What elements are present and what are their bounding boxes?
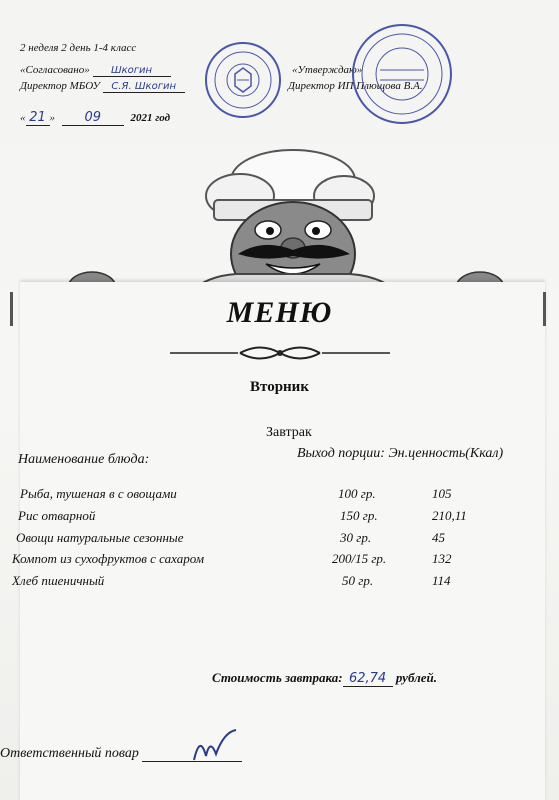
cost-value: 62,74 — [343, 671, 393, 687]
item-energy-2: 210,11 — [432, 508, 467, 523]
item-name-4: Компот из сухофруктов с сахаром — [12, 551, 204, 566]
item-portion-5: 50 гр. — [342, 573, 374, 588]
ornament-divider-icon — [170, 340, 390, 366]
chef-signature-icon — [190, 726, 240, 766]
stamp-emblem-icon — [207, 44, 279, 116]
director-line: Директор МБОУ С.Я. Шкогин — [20, 80, 185, 93]
date-month: 09 — [62, 110, 124, 126]
approve-label: «Утверждаю» — [292, 64, 363, 76]
item-energy-5: 114 — [432, 573, 451, 588]
item-energy-4: 132 — [432, 551, 452, 566]
col-header-portion: Выход порции: — [297, 446, 385, 461]
date-day: 21 — [26, 110, 50, 126]
col-header-values — [297, 446, 503, 462]
item-portion-2: 150 гр. — [340, 508, 378, 523]
cost-label: Стоимость завтрака: — [212, 670, 343, 685]
col-header-name: Наименование блюда: — [18, 452, 150, 467]
item-energy-3: 45 — [432, 530, 445, 545]
approve-director: Директор ИП Плющова В.А. — [288, 80, 423, 92]
school-stamp — [205, 42, 281, 118]
meal-name: Завтрак — [266, 425, 312, 440]
chef-label: Ответственный повар — [0, 746, 139, 761]
item-portion-4: 200/15 гр. — [332, 551, 387, 566]
item-portion-1: 100 гр. — [338, 486, 376, 501]
week-line: 2 неделя 2 день 1-4 класс — [20, 42, 137, 54]
item-name-1: Рыба, тушеная в с овощами — [20, 486, 177, 501]
director-signature: С.Я. Шкогин — [103, 81, 185, 93]
date-line: « 21 » 09 2021 год — [20, 110, 171, 125]
stamp-ring-icon — [354, 26, 450, 122]
cost-unit: рублей. — [395, 670, 438, 685]
item-name-3: Овощи натуральные сезонные — [16, 530, 184, 545]
agreed-signature: Шкогин — [93, 65, 171, 77]
item-name-5: Хлеб пшеничный — [12, 573, 105, 588]
day-of-week: Вторник — [250, 379, 309, 395]
date-year: 2021 год — [130, 112, 171, 124]
agreed-label: «Согласовано» Шкогин — [20, 64, 171, 77]
entrepreneur-stamp — [352, 24, 452, 124]
breakfast-cost — [212, 670, 437, 687]
item-name-2: Рис отварной — [18, 508, 96, 523]
menu-title: МЕНЮ — [226, 296, 333, 329]
col-header-energy: Эн.ценность(Ккал) — [388, 446, 504, 461]
item-energy-1: 105 — [432, 486, 452, 501]
item-portion-3: 30 гр. — [340, 530, 372, 545]
